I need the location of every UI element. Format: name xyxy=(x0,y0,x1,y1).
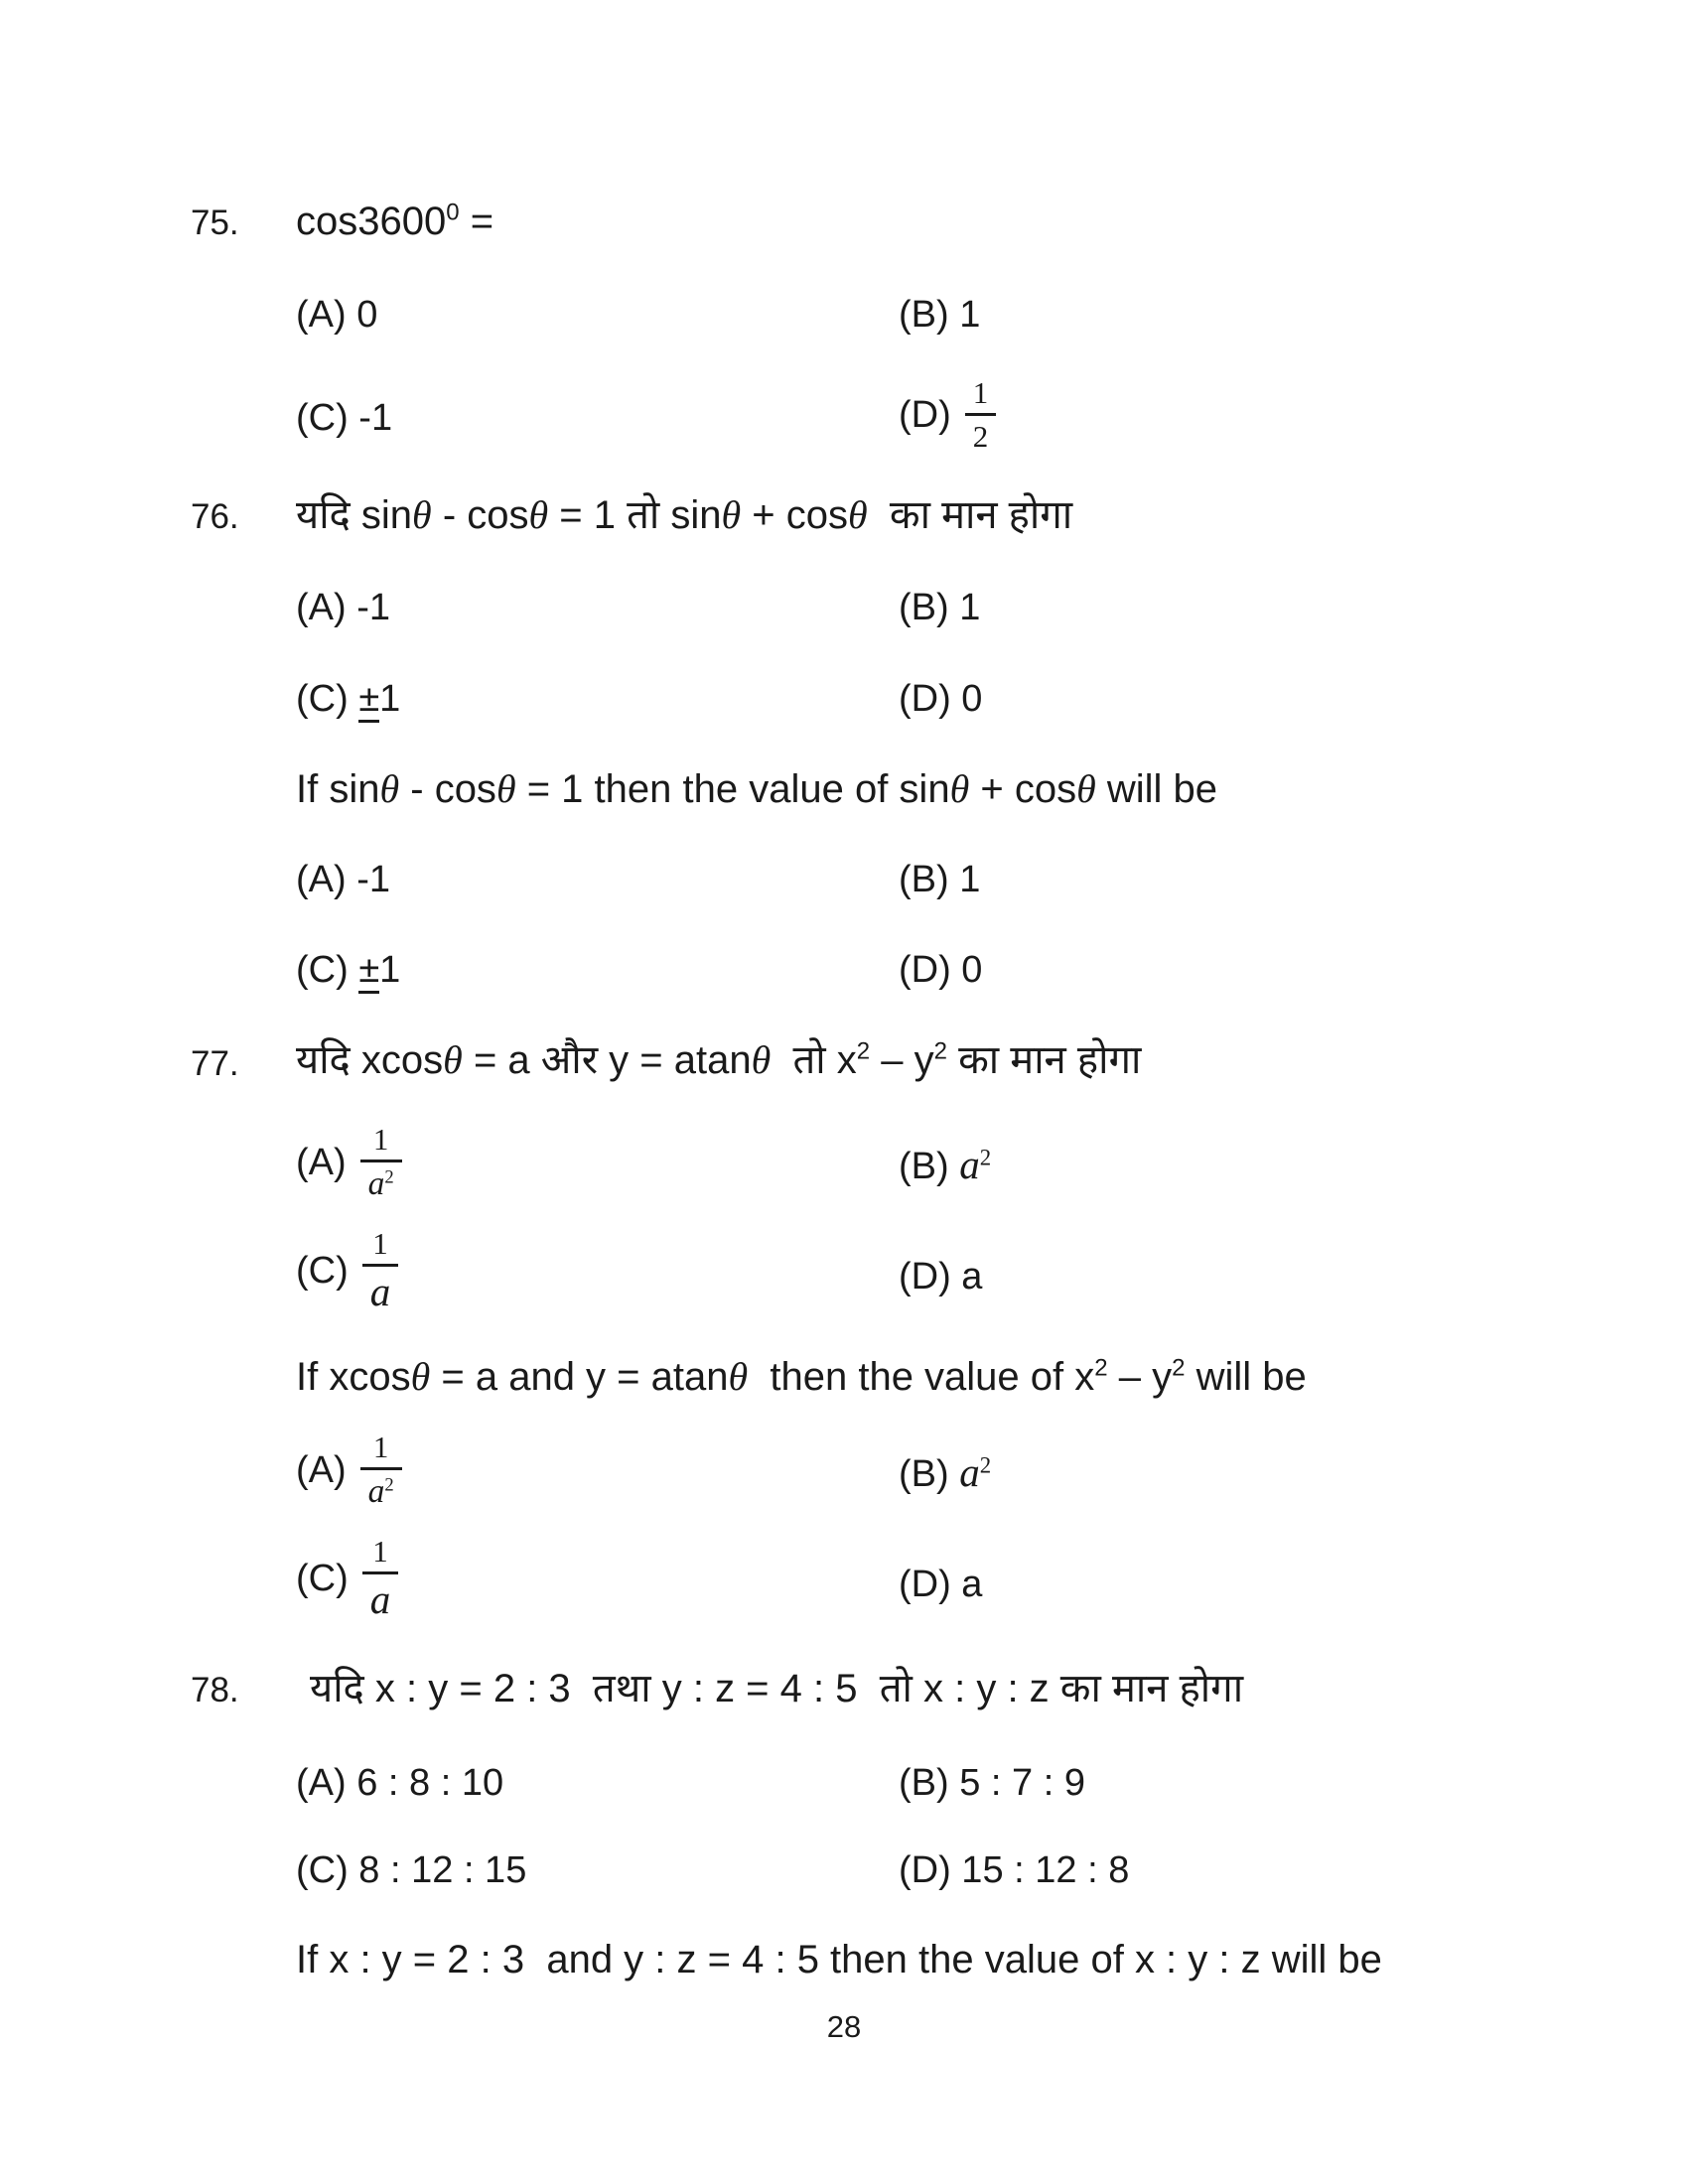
fraction-numerator: 1 xyxy=(972,375,989,410)
text-segment: का मान होगा xyxy=(867,493,1073,537)
squared-superscript: 2 xyxy=(1094,1354,1108,1382)
q75-stem-superscript: 0 xyxy=(446,199,460,226)
squared-superscript: 2 xyxy=(933,1037,947,1065)
q78-stem-hindi: यदि x : y = 2 : 3 तथा y : z = 4 : 5 तो x : y : z का मान होगा xyxy=(310,1667,1244,1710)
q75-option-d xyxy=(899,377,996,452)
q75-option-d-fraction xyxy=(965,377,997,452)
fraction-numerator: 1 xyxy=(372,1534,388,1569)
text-segment: का मान होगा xyxy=(946,1038,1142,1082)
text-segment: यदि sin xyxy=(296,493,413,537)
q75-option-c: (C) -1 xyxy=(296,397,393,439)
q77-option-c-fraction xyxy=(362,1536,399,1620)
q75-option-b: (B) 1 xyxy=(899,294,981,336)
q77-option-a-fraction xyxy=(360,1432,402,1508)
q75-option-d-label: (D) xyxy=(899,393,951,436)
fraction-denominator: 2 xyxy=(965,413,997,452)
q76-option-c-english xyxy=(296,947,400,993)
fraction-denominator xyxy=(360,1467,402,1508)
text-segment: यदि xcos xyxy=(296,1038,444,1082)
q78-option-a: (A) 6 : 8 : 10 xyxy=(296,1762,504,1804)
q75-stem-base: cos3600 xyxy=(296,200,447,243)
text-segment: = 1 तो sin xyxy=(548,493,722,537)
q77-option-b-hindi xyxy=(899,1142,991,1189)
fraction-denominator: a xyxy=(362,1264,399,1312)
q76-option-b-hindi: (B) 1 xyxy=(899,587,981,628)
q77-option-c-label: (C) xyxy=(296,1249,349,1292)
q76-option-c-label: (C) xyxy=(296,678,359,720)
theta-symbol: θ xyxy=(443,1037,463,1082)
text-segment: - cos xyxy=(399,767,496,811)
q77-option-a-fraction xyxy=(360,1124,402,1200)
text-segment: = 1 then the value of sin xyxy=(515,767,950,811)
fraction-numerator: 1 xyxy=(372,1226,388,1261)
q77-option-a-english xyxy=(296,1432,402,1508)
q76-number: 76. xyxy=(191,497,239,536)
text-segment: – y xyxy=(1107,1355,1173,1399)
theta-symbol: θ xyxy=(751,1037,772,1082)
squared-superscript: 2 xyxy=(384,1166,394,1188)
q77-option-b-label: (B) xyxy=(899,1146,960,1187)
q77-option-d-english: (D) a xyxy=(899,1564,983,1605)
q77-option-c-hindi xyxy=(296,1228,398,1312)
q78-option-c: (C) 8 : 12 : 15 xyxy=(296,1849,527,1891)
q75-stem xyxy=(296,198,493,245)
theta-symbol: θ xyxy=(949,766,970,811)
fraction-denominator: a xyxy=(362,1571,399,1620)
theta-symbol: θ xyxy=(848,492,868,537)
q76-option-c-hindi xyxy=(296,676,400,722)
q77-option-a-hindi xyxy=(296,1124,402,1200)
q76-stem-hindi xyxy=(296,491,1072,539)
q76-stem-english xyxy=(296,765,1217,813)
squared-superscript: 2 xyxy=(1172,1354,1186,1382)
q77-option-a-label: (A) xyxy=(296,1448,347,1491)
q75-number: 75. xyxy=(191,204,239,242)
q76-option-c-label: (C) xyxy=(296,949,359,991)
squared-superscript: 2 xyxy=(856,1037,871,1065)
variable-a: a xyxy=(959,1449,980,1495)
text-segment: will be xyxy=(1185,1355,1307,1399)
variable-a: a xyxy=(367,1473,385,1510)
fraction-denominator xyxy=(360,1160,402,1200)
q76-option-b-english: (B) 1 xyxy=(899,859,981,900)
page-number: 28 xyxy=(826,2009,862,2044)
theta-symbol: θ xyxy=(721,492,742,537)
variable-a: a xyxy=(367,1165,385,1202)
squared-superscript: 2 xyxy=(979,1452,992,1478)
text-segment: - cos xyxy=(431,493,529,537)
q76-option-c-value: 1 xyxy=(379,678,401,720)
q75-option-a: (A) 0 xyxy=(296,294,378,336)
theta-symbol: θ xyxy=(495,766,516,811)
theta-symbol: θ xyxy=(528,492,549,537)
q77-number: 77. xyxy=(191,1044,239,1083)
q77-option-d-hindi: (D) a xyxy=(899,1256,983,1297)
q77-option-a-label: (A) xyxy=(296,1141,347,1183)
text-segment: = a and y = atan xyxy=(430,1355,729,1399)
q78-stem-english: If x : y = 2 : 3 and y : z = 4 : 5 then the value of x : y : z will be xyxy=(296,1938,1382,1981)
q77-stem-hindi xyxy=(296,1036,1141,1084)
q78-number: 78. xyxy=(191,1671,239,1709)
text-segment: + cos xyxy=(741,493,849,537)
plus-minus-symbol: ± xyxy=(358,949,379,994)
q76-option-a-hindi: (A) -1 xyxy=(296,587,390,628)
text-segment: then the value of x xyxy=(748,1355,1095,1399)
theta-symbol: θ xyxy=(379,766,400,811)
q77-option-c-fraction xyxy=(362,1228,399,1312)
q77-option-c-english xyxy=(296,1536,398,1620)
text-segment: will be xyxy=(1095,767,1217,811)
text-segment: If sin xyxy=(296,767,380,811)
text-segment: + cos xyxy=(969,767,1077,811)
text-segment: तो x xyxy=(771,1038,857,1082)
q77-option-b-english xyxy=(899,1449,991,1497)
text-segment: If xcos xyxy=(296,1355,411,1399)
q76-option-d-hindi: (D) 0 xyxy=(899,678,983,720)
q75-stem-tail: = xyxy=(459,200,494,243)
theta-symbol: θ xyxy=(412,492,432,537)
q76-option-c-value: 1 xyxy=(379,949,401,991)
q76-option-d-english: (D) 0 xyxy=(899,949,983,991)
variable-a: a xyxy=(959,1142,980,1187)
q77-option-c-label: (C) xyxy=(296,1557,349,1599)
squared-superscript: 2 xyxy=(979,1145,992,1170)
theta-symbol: θ xyxy=(410,1354,431,1399)
text-segment: = a और y = atan xyxy=(462,1038,752,1082)
q77-option-b-label: (B) xyxy=(899,1453,960,1495)
q78-option-b: (B) 5 : 7 : 9 xyxy=(899,1762,1085,1804)
fraction-numerator: 1 xyxy=(372,1122,389,1157)
q77-stem-english xyxy=(296,1353,1307,1401)
q76-option-a-english: (A) -1 xyxy=(296,859,390,900)
text-segment: – y xyxy=(870,1038,934,1082)
plus-minus-symbol: ± xyxy=(358,678,379,723)
theta-symbol: θ xyxy=(1076,766,1096,811)
q78-option-d: (D) 15 : 12 : 8 xyxy=(899,1849,1130,1891)
theta-symbol: θ xyxy=(728,1354,749,1399)
squared-superscript: 2 xyxy=(384,1474,394,1496)
fraction-numerator: 1 xyxy=(372,1430,389,1464)
